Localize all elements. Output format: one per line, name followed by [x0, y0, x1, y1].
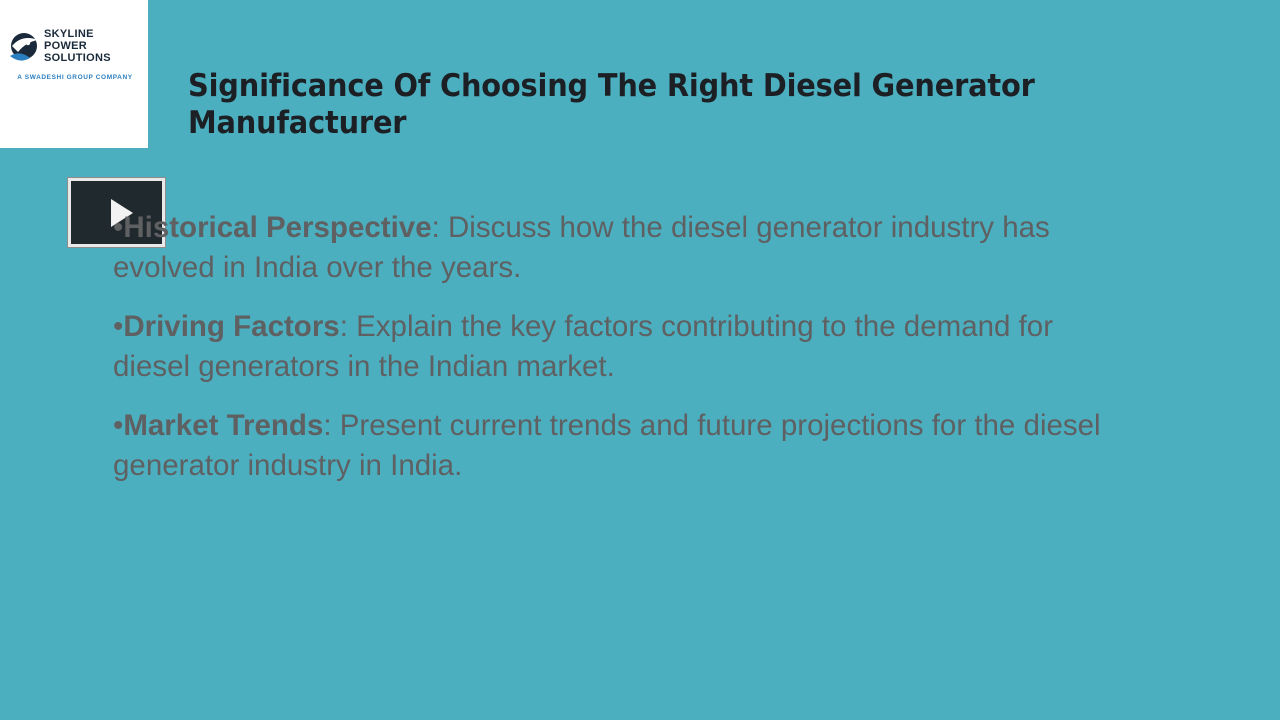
- bullet-text: : Present current trends and future projections for the diesel generator industry in India.: [113, 409, 1101, 482]
- bullet-item: [113, 406, 1113, 486]
- company-logo-card: [0, 0, 148, 148]
- skyline-power-logo-icon: [8, 30, 44, 70]
- bullet-marker: •: [113, 409, 124, 442]
- slide-title: Significance Of Choosing The Right Diesel Generator Manufacturer: [188, 68, 1035, 141]
- logo-tagline: A SWADESHI GROUP COMPANY: [17, 74, 133, 81]
- bullet-text: : Explain the key factors contributing to the demand for diesel generators in the Indian market.: [113, 310, 1054, 383]
- bullet-item: [113, 307, 1113, 387]
- logo-wordmark: [44, 28, 140, 64]
- logo-lockup: [8, 28, 140, 94]
- bullet-text: : Discuss how the diesel generator industry has evolved in India over the years.: [113, 211, 1050, 284]
- logo-line-2: SOLUTIONS: [44, 52, 111, 64]
- bullet-item: [113, 208, 1113, 288]
- bullet-lead: Market Trends: [123, 409, 324, 442]
- slide-body: [113, 208, 1113, 486]
- bullet-marker: •: [113, 211, 124, 244]
- bullet-lead: Historical Perspective: [123, 211, 432, 244]
- bullet-lead: Driving Factors: [123, 310, 340, 343]
- logo-line-1: SKYLINE POWER: [44, 28, 94, 52]
- bullet-marker: •: [113, 310, 124, 343]
